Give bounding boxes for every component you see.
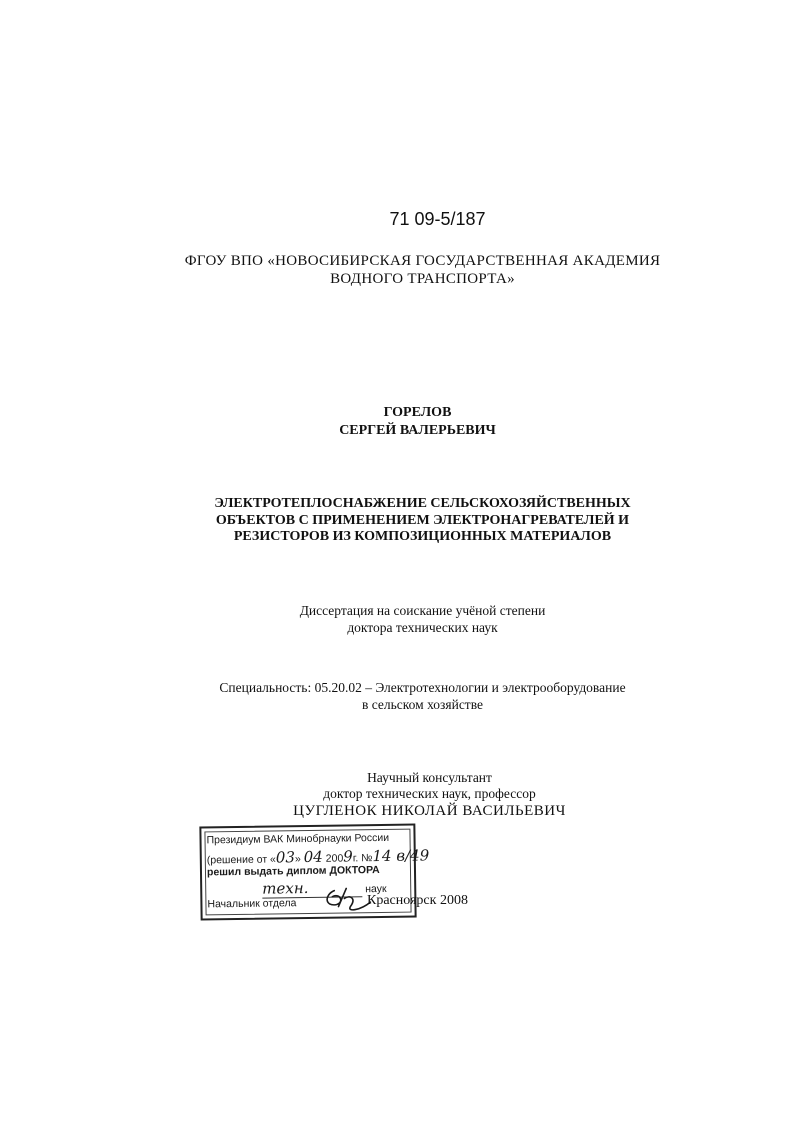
stamp-year-prefix: 200 xyxy=(325,852,344,865)
organization-line-2: ВОДНОГО ТРАНСПОРТА» xyxy=(330,271,515,287)
thesis-title-line-1: ЭЛЕКТРОТЕПЛОСНАБЖЕНИЕ СЕЛЬСКОХОЗЯЙСТВЕННЫХ xyxy=(214,496,631,511)
stamp-line-5 xyxy=(207,897,296,910)
degree-line-2: доктора технических наук xyxy=(347,620,498,635)
stamp-month: 04 xyxy=(303,847,323,867)
stamp-month-sep: » xyxy=(294,853,301,866)
thesis-title-line-2: ОБЪЕКТОВ С ПРИМЕНЕНИЕМ ЭЛЕКТРОНАГРЕВАТЕЛЕЙ И xyxy=(215,513,630,528)
specialty-line-1: Специальность: 05.20.02 – Электротехнологии и электрооборудование xyxy=(219,680,626,695)
stamp-chief: Начальник отдела xyxy=(207,897,297,911)
stamp-day: 03 xyxy=(275,848,296,867)
stamp-line-3: решил выдать диплом ДОКТОРА xyxy=(206,863,380,879)
advisor-role: Научный консультант xyxy=(367,770,492,785)
stamp-science-word: наук xyxy=(365,882,387,896)
registration-code: 71 09-5/187 xyxy=(389,209,486,229)
stamp-number: 14 в/49 xyxy=(372,846,430,866)
stamp-decision-prefix: (решение от « xyxy=(206,853,276,867)
author-name: СЕРГЕЙ ВАЛЕРЬЕВИЧ xyxy=(339,423,496,438)
stamp-line-1: Президиум ВАК Минобрнауки России xyxy=(206,831,390,847)
stamp-field: техн. xyxy=(262,878,362,898)
thesis-title-line-3: РЕЗИСТОРОВ ИЗ КОМПОЗИЦИОННЫХ МАТЕРИАЛОВ xyxy=(233,529,612,544)
author-surname: ГОРЕЛОВ xyxy=(383,405,452,420)
city-year: Красноярск 2008 xyxy=(367,893,468,908)
advisor-title: доктор технических наук, профессор xyxy=(323,786,536,801)
stamp-year-suffix: г. № xyxy=(352,852,373,865)
stamp-year-digit: 9 xyxy=(343,847,353,866)
degree-line-1: Диссертация на соискание учёной степени xyxy=(299,603,546,618)
specialty-line-2: в сельском хозяйстве xyxy=(362,697,483,712)
organization-line-1: ФГОУ ВПО «НОВОСИБИРСКАЯ ГОСУДАРСТВЕННАЯ АКАДЕМИЯ xyxy=(184,253,661,269)
advisor-name: ЦУГЛЕНОК НИКОЛАЙ ВАСИЛЬЕВИЧ xyxy=(293,803,566,819)
